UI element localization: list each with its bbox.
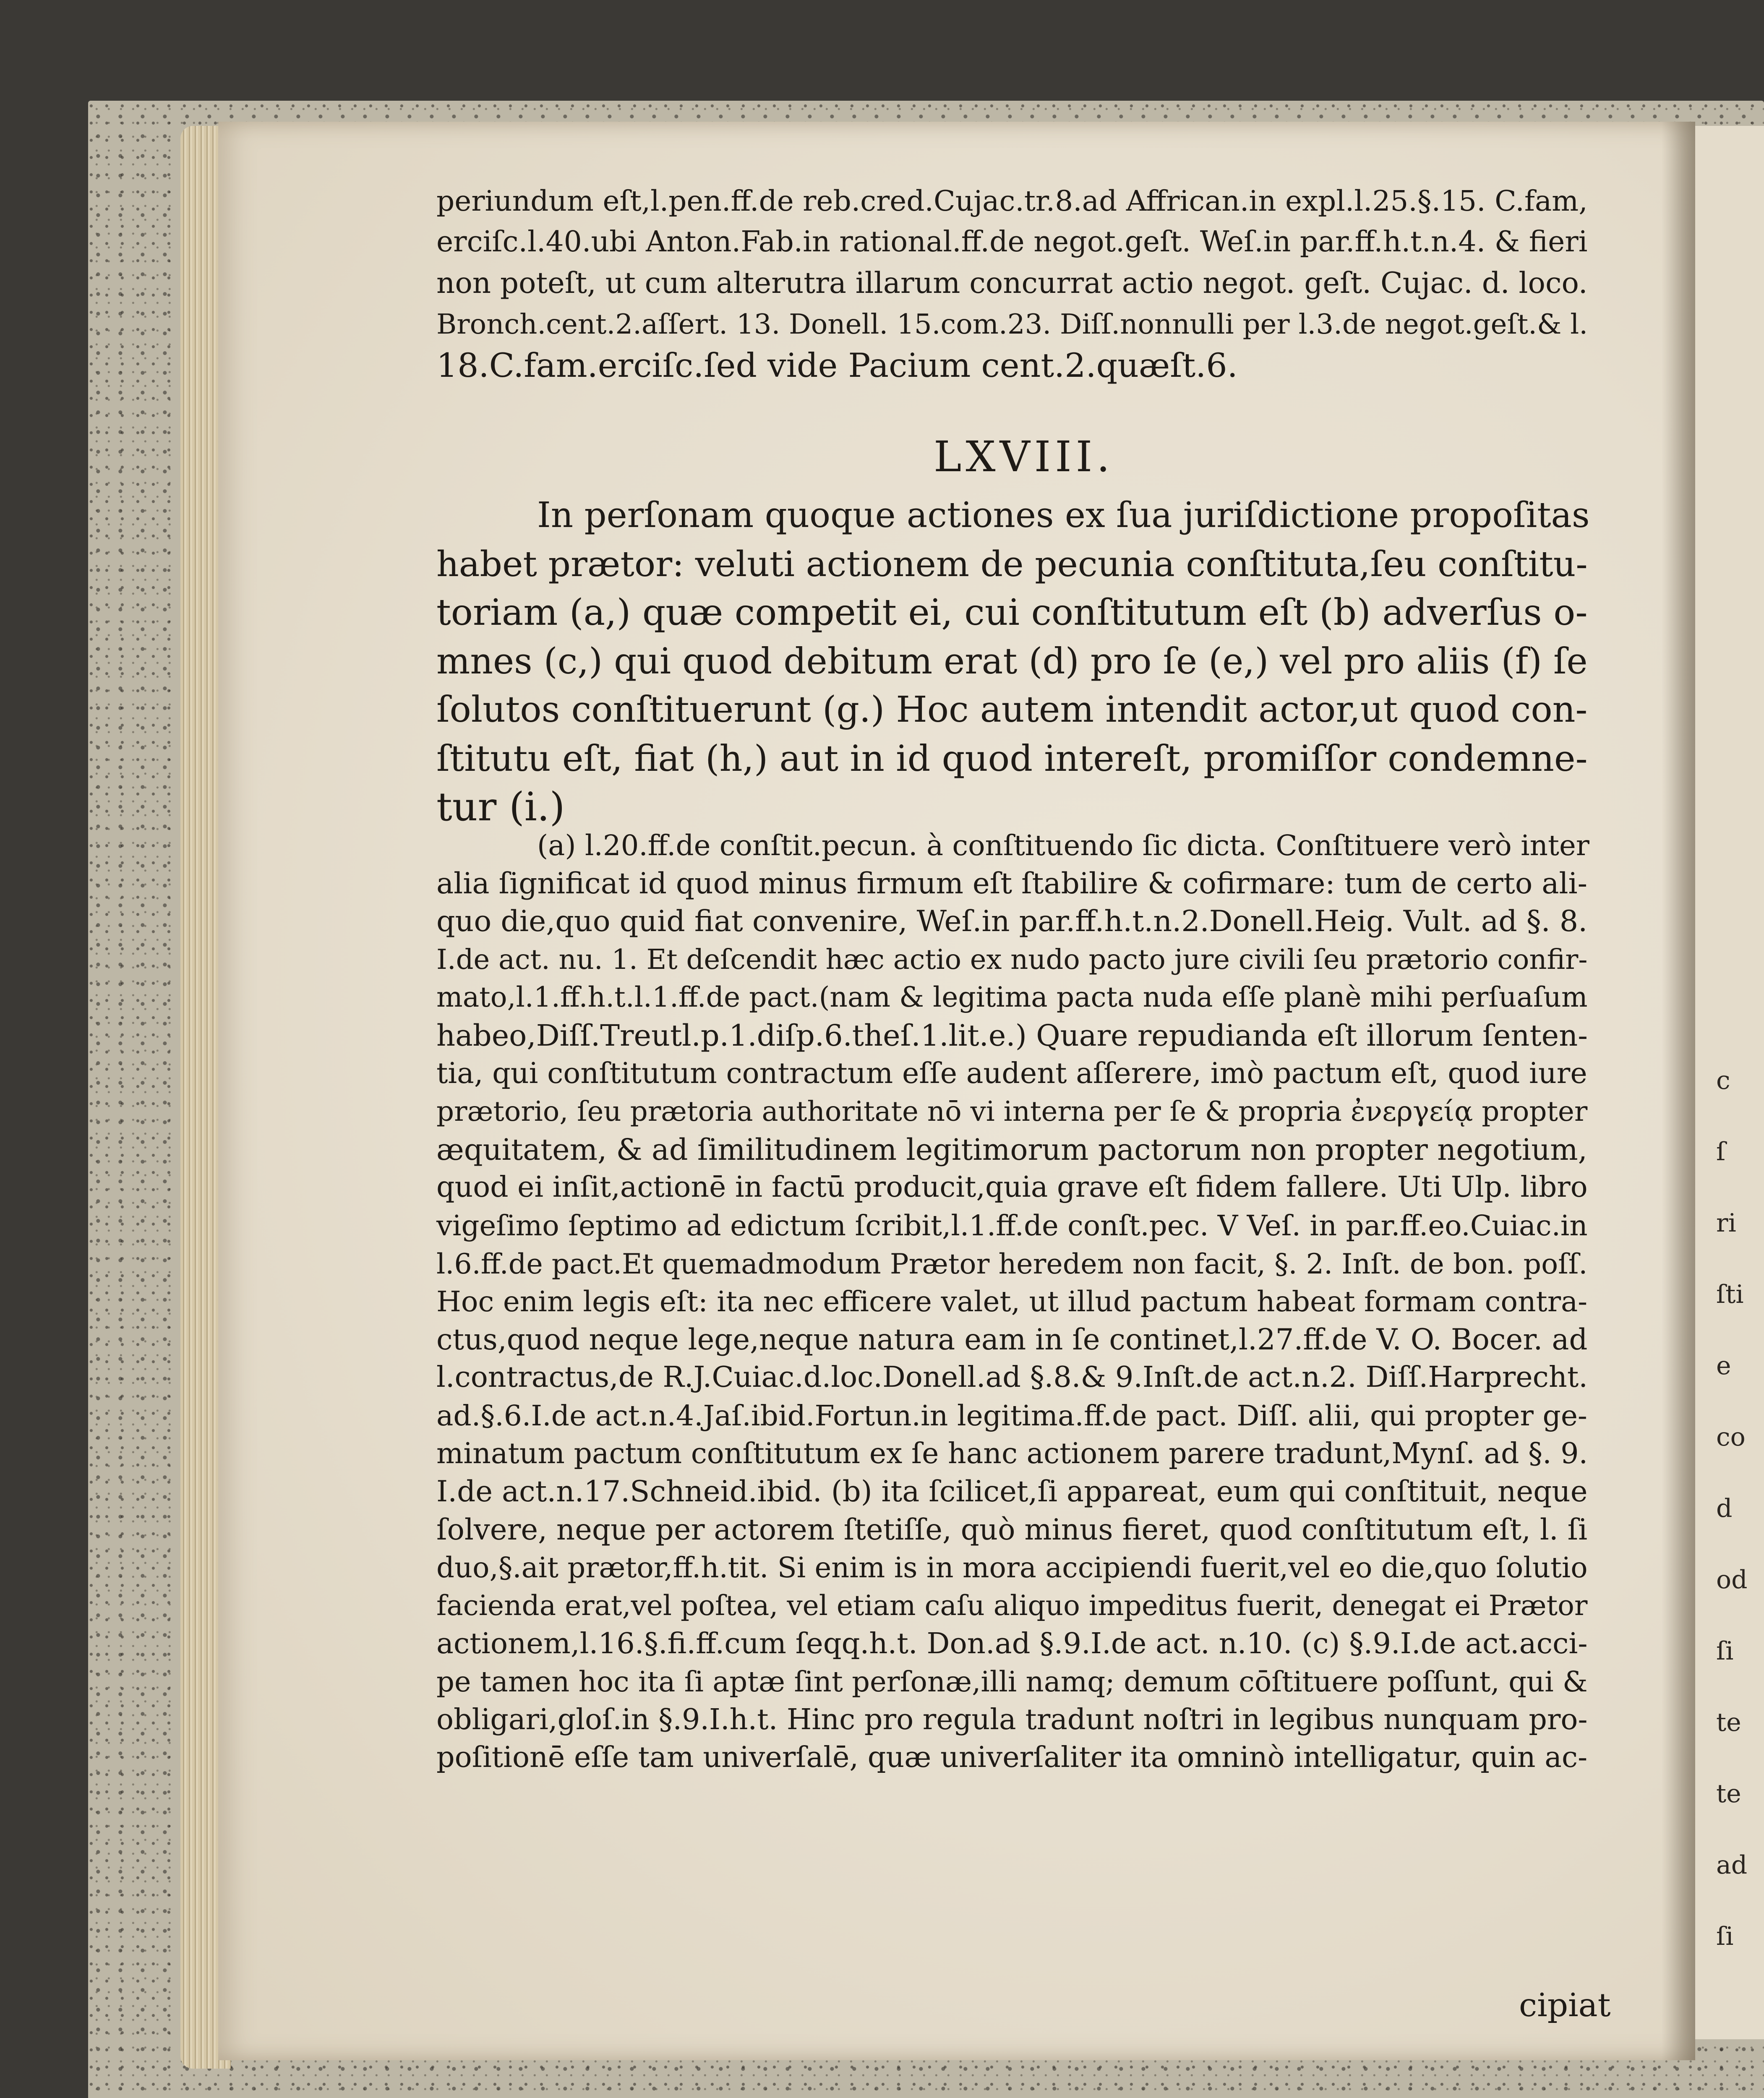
note-line: I.de act.n.17.Schneid.ibid. (b) ita ſcilicet,ſi appareat, eum qui conſtituit, neque (436, 1475, 1588, 1509)
facing-page-fragment: ad (1716, 1850, 1748, 1880)
text-line: Bronch.cent.2.aſſert. 13. Donell. 15.com.23. Diſſ.nonnulli per l.3.de negot.geſt.& l. (436, 308, 1588, 340)
book-page (218, 122, 1695, 2060)
note-line: vigeſimo ſeptimo ad edictum ſcribit,l.1.ff.de conſt.pec. V Veſ. in par.ff.eo.Cuiac.in (436, 1209, 1588, 1242)
note-line: actionem,l.16.§.fi.ff.cum ſeqq.h.t. Don.ad §.9.I.de act. n.10. (c) §.9.I.de act.acci- (436, 1627, 1588, 1661)
text-line: periundum eſt,l.pen.ff.de reb.cred.Cujac.tr.8.ad Affrican.in expl.l.25.§.15. C.fam, (436, 184, 1588, 217)
facing-page-fragment: te (1716, 1779, 1741, 1808)
note-line: ctus,quod neque lege,neque natura eam in ſe continet,l.27.ff.de V. O. Bocer. ad (436, 1323, 1588, 1357)
facing-page-fragment: ſti (1716, 1280, 1744, 1309)
gutter-shadow (1662, 122, 1695, 2060)
note-line: facienda erat,vel poſtea, vel etiam caſu aliquo impeditus fuerit, denegat ei Prætor (436, 1589, 1588, 1622)
note-line: prætorio, ſeu prætoria authoritate nō vi interna per ſe & propria ἐνεργείᾳ propter (436, 1095, 1588, 1128)
facing-page-fragment: e (1716, 1351, 1731, 1380)
note-line: tia, qui conſtitutum contractum eſſe audent aſſerere, imò pactum eſt, quod iure (436, 1057, 1587, 1090)
note-line: I.de act. nu. 1. Et deſcendit hæc actio ex nudo pacto jure civili ſeu prætorio confir- (436, 943, 1588, 976)
note-line: habeo,Diſſ.Treutl.p.1.diſp.6.theſ.1.lit.e.) Quare repudianda eſt illorum ſenten- (436, 1018, 1588, 1053)
note-line: quo die,quo quid fiat convenire, Weſ.in par.ff.h.t.n.2.Donell.Heig. Vult. ad §. 8. (436, 904, 1588, 939)
facing-page-edge (1687, 126, 1764, 2039)
catchword: cipiat (1519, 1987, 1611, 2024)
facing-page-fragment: ſi (1716, 1636, 1734, 1666)
note-line: minatum pactum conſtitutum ex ſe hanc actionem parere tradunt,Mynſ. ad §. 9. (436, 1437, 1588, 1470)
note-line: poſitionē eſſe tam univerſalē, quæ univerſaliter ita omninò intelligatur, quin ac- (436, 1741, 1588, 1774)
facing-page-fragment: d (1716, 1494, 1733, 1523)
note-line: duo,§.ait prætor,ff.h.tit. Si enim is in mora accipiendi fuerit,vel eo die,quo ſolutio (436, 1551, 1588, 1584)
top-paragraph (436, 180, 1611, 386)
section-heading: LXVIII. (933, 432, 1114, 481)
text-line: toriam (a,) quæ competit ei, cui conſtitutum eſt (b) adverſus o- (436, 592, 1588, 634)
facing-page-fragment: c (1716, 1066, 1730, 1095)
text-line: In perſonam quoque actiones ex ſua juriſdictione propoſitas (537, 495, 1590, 535)
note-line: ſolvere, neque per actorem ſtetiſſe, quò minus fieret, quod conſtitutum eſt, l. ſi (436, 1513, 1588, 1547)
note-line: Hoc enim legis eſt: ita nec efficere valet, ut illud pactum habeat formam contra- (436, 1285, 1588, 1318)
text-line: ſolutos conſtituerunt (g.) Hoc autem intendit actor,ut quod con- (436, 689, 1588, 731)
text-line: ſtitutu eſt, fiat (h,) aut in id quod intereſt, promiſſor condemne- (436, 738, 1588, 780)
note-line: obligari,gloſ.in §.9.I.h.t. Hinc pro regula tradunt noſtri in legibus nunquam pro- (436, 1703, 1588, 1736)
main-paragraph (436, 491, 1611, 832)
note-line: alia ſignificat id quod minus firmum eſt ſtabilire & cofirmare: tum de certo ali- (436, 866, 1587, 900)
text-line: 18.C.fam.erciſc.ſed vide Pacium cent.2.quæſt.6. (436, 346, 1238, 385)
facing-page-fragment: ſ (1716, 1137, 1726, 1166)
footnotes (436, 827, 1611, 1777)
text-line: non poteſt, ut cum alterutra illarum concurrat actio negot. geſt. Cujac. d. loco. (436, 266, 1588, 300)
text-line: erciſc.l.40.ubi Anton.Fab.in rational.ff.de negot.geſt. Weſ.in par.ff.h.t.n.4. & fieri (436, 225, 1588, 258)
facing-page-fragment: te (1716, 1708, 1741, 1737)
note-line: (a) l.20.ff.de conſtit.pecun. à conſtituendo ſic dicta. Conſtituere verò inter (537, 829, 1589, 862)
facing-page-fragment: ſi (1716, 1922, 1734, 1951)
note-line: pe tamen hoc ita ſi aptæ ſint perſonæ,illi namq; demum cōſtituere poſſunt, qui & (436, 1665, 1588, 1699)
note-line: quod ei inſit,actionē in factū producit,quia grave eſt fidem fallere. Uti Ulp. libro (436, 1171, 1588, 1204)
note-line: l.6.ff.de pact.Et quemadmodum Prætor heredem non facit, §. 2. Inſt. de bon. poſſ. (436, 1247, 1588, 1280)
text-line: habet prætor: veluti actionem de pecunia conſtituta,ſeu conſtitu- (436, 543, 1588, 585)
facing-page-fragment: ri (1716, 1208, 1736, 1238)
note-line: mato,l.1.ff.h.t.l.1.ff.de pact.(nam & legitima pacta nuda eſſe planè mihi perſuaſum (436, 981, 1588, 1014)
note-line: æquitatem, & ad ſimilitudinem legitimorum pactorum non propter negotium, (436, 1132, 1587, 1167)
facing-page-fragment: od (1716, 1565, 1748, 1594)
text-line: mnes (c,) qui quod debitum erat (d) pro ſe (e,) vel pro aliis (f) ſe (436, 640, 1588, 682)
facing-page-fragment: co (1716, 1422, 1746, 1452)
note-line: l.contractus,de R.J.Cuiac.d.loc.Donell.ad §.8.& 9.Inſt.de act.n.2. Diſſ.Harprecht. (436, 1361, 1588, 1394)
text-line: tur (i.) (436, 784, 565, 830)
note-line: ad.§.6.I.de act.n.4.Jaſ.ibid.Fortun.in legitima.ff.de pact. Diſſ. alii, qui propter ge- (436, 1399, 1587, 1432)
